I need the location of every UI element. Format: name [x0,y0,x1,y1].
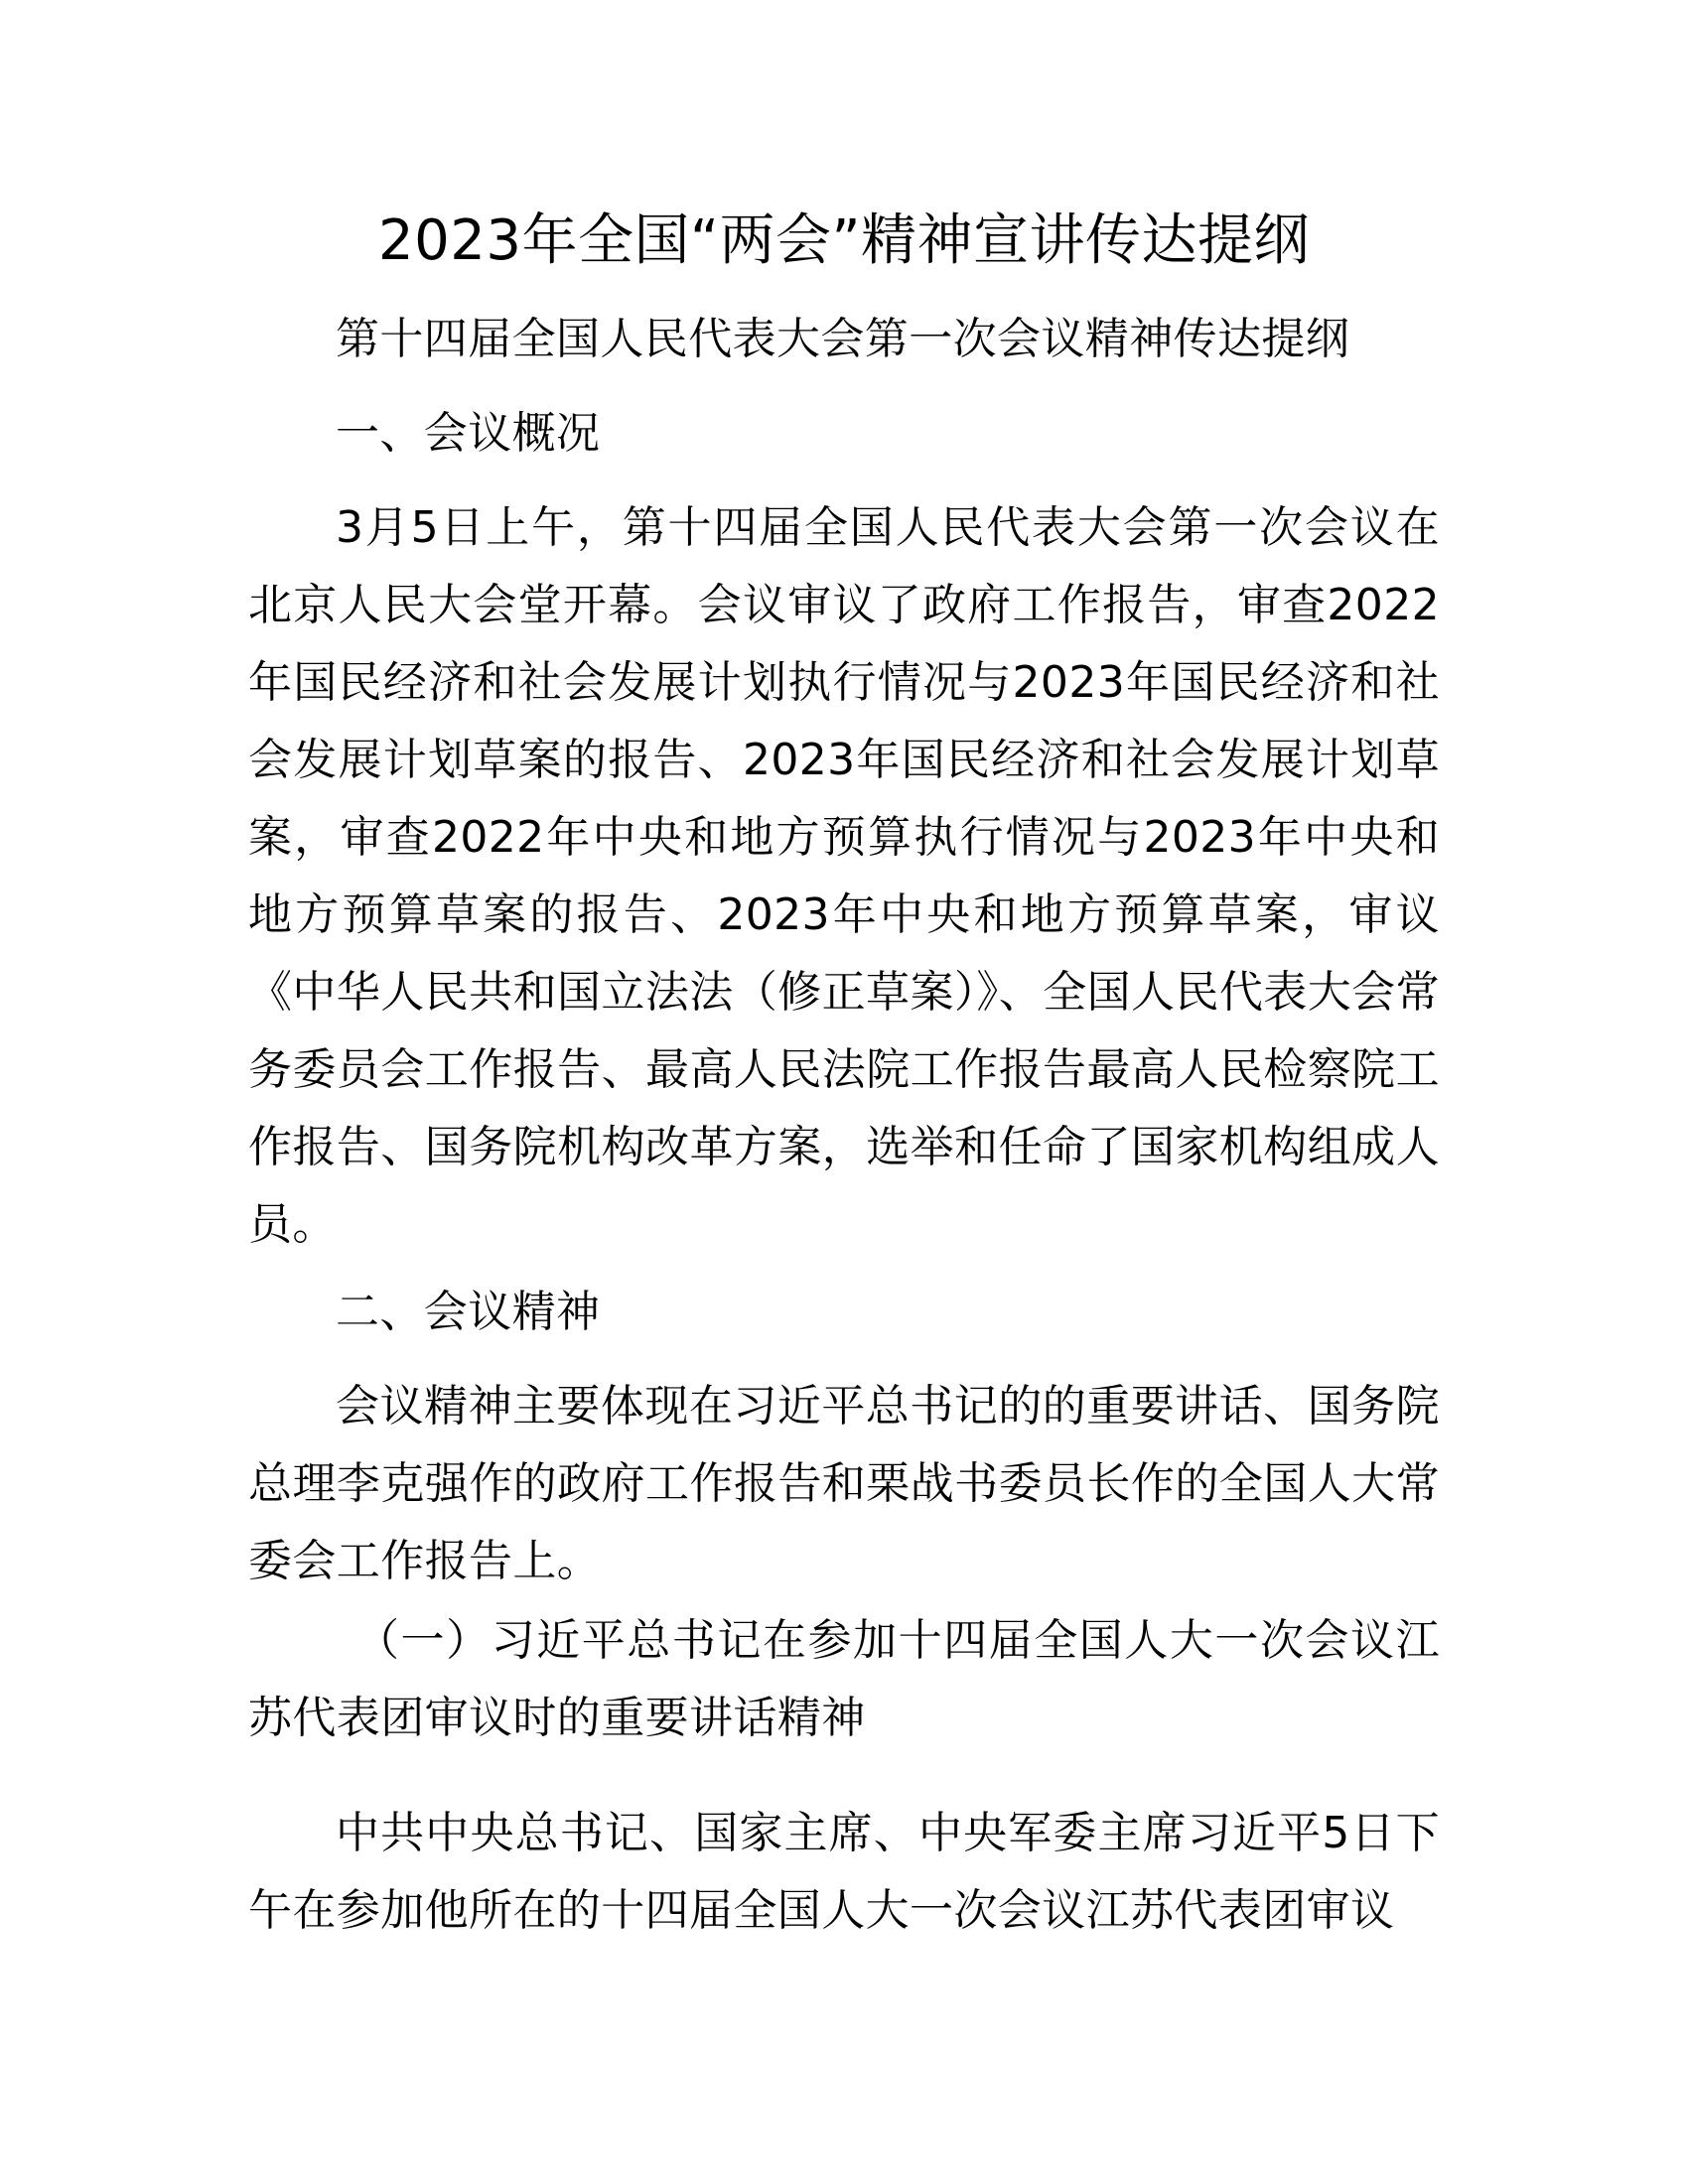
section-heading-overview: 一、会议概况 [336,408,601,459]
paragraph-overview: 3月5日上午，第十四届全国人民代表大会第一次会议在北京人民大会堂开幕。会议审议了政府工作报告，审查2022年国民经济和社会发展计划执行情况与2023年国民经济和社会发展计划草案的报告、2023年国民经济和社会发展计划草案，审查2022年中央和地方预算执行情况与2023年中央和地方预算草案的报告、2023年中央和地方预算草案，审议《中华人民共和国立法法（修正草案）》、全国人民代表大会常务委员会工作报告、最高人民法院工作报告最高人民检察院工作报告、国务院机构改革方案，选举和任命了国家机构组成人员。 [248,502,1440,1250]
paragraph-speech: 中共中央总书记、国家主席、中央军委主席习近平5日下午在参加他所在的十四届全国人大一次会议江苏代表团审议 [248,1808,1440,1936]
document-title: 2023年全国“两会”精神宣讲传达提纲 [377,208,1311,273]
section-heading-spirit: 二、会议精神 [336,1287,601,1337]
subsection-heading-speech: （一）习近平总书记在参加十四届全国人大一次会议江苏代表团审议时的重要讲话精神 [248,1615,1440,1743]
paragraph-spirit: 会议精神主要体现在习近平总书记的的重要讲话、国务院总理李克强作的政府工作报告和栗战书委员长作的全国人大常委会工作报告上。 [248,1381,1440,1586]
document-subtitle: 第十四届全国人民代表大会第一次会议精神传达提纲 [336,314,1350,364]
